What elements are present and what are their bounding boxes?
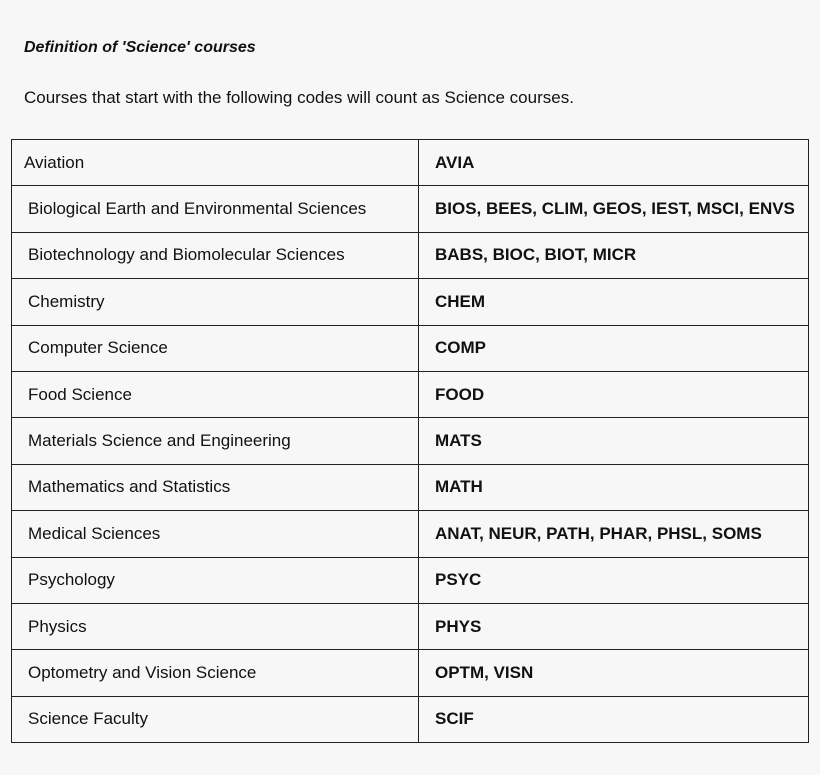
table-row xyxy=(12,650,809,696)
subject-cell: Optometry and Vision Science xyxy=(12,650,419,696)
table-row xyxy=(12,325,809,371)
table-row xyxy=(12,371,809,417)
subject-cell: Computer Science xyxy=(12,325,419,371)
subject-cell: Aviation xyxy=(12,140,419,186)
intro-paragraph: Courses that start with the following codes will count as Science courses. xyxy=(24,88,574,107)
table-row xyxy=(12,186,809,232)
course-code-cell: AVIA xyxy=(419,140,809,186)
subject-cell: Biotechnology and Biomolecular Sciences xyxy=(12,232,419,278)
table-row xyxy=(12,418,809,464)
subject-cell: Food Science xyxy=(12,371,419,417)
subject-cell: Mathematics and Statistics xyxy=(12,464,419,510)
course-code-cell: ANAT, NEUR, PATH, PHAR, PHSL, SOMS xyxy=(419,511,809,557)
subject-cell: Materials Science and Engineering xyxy=(12,418,419,464)
course-code-cell: FOOD xyxy=(419,371,809,417)
table-row xyxy=(12,464,809,510)
course-code-cell: MATH xyxy=(419,464,809,510)
table-row xyxy=(12,232,809,278)
course-code-cell: SCIF xyxy=(419,696,809,742)
course-code-cell: OPTM, VISN xyxy=(419,650,809,696)
subject-cell: Chemistry xyxy=(12,279,419,325)
course-code-cell: PSYC xyxy=(419,557,809,603)
course-code-cell: COMP xyxy=(419,325,809,371)
course-code-cell: BIOS, BEES, CLIM, GEOS, IEST, MSCI, ENVS xyxy=(419,186,809,232)
document-title: Definition of 'Science' courses xyxy=(24,39,256,56)
course-code-cell: BABS, BIOC, BIOT, MICR xyxy=(419,232,809,278)
table-row xyxy=(12,557,809,603)
table-row xyxy=(12,696,809,742)
course-code-cell: MATS xyxy=(419,418,809,464)
subject-cell: Psychology xyxy=(12,557,419,603)
table-row xyxy=(12,140,809,186)
table-row xyxy=(12,603,809,649)
table-row xyxy=(12,279,809,325)
science-course-codes-table xyxy=(11,139,809,743)
subject-cell: Medical Sciences xyxy=(12,511,419,557)
course-code-cell: PHYS xyxy=(419,603,809,649)
course-code-cell: CHEM xyxy=(419,279,809,325)
table-row xyxy=(12,511,809,557)
subject-cell: Biological Earth and Environmental Sciences xyxy=(12,186,419,232)
subject-cell: Physics xyxy=(12,603,419,649)
subject-cell: Science Faculty xyxy=(12,696,419,742)
